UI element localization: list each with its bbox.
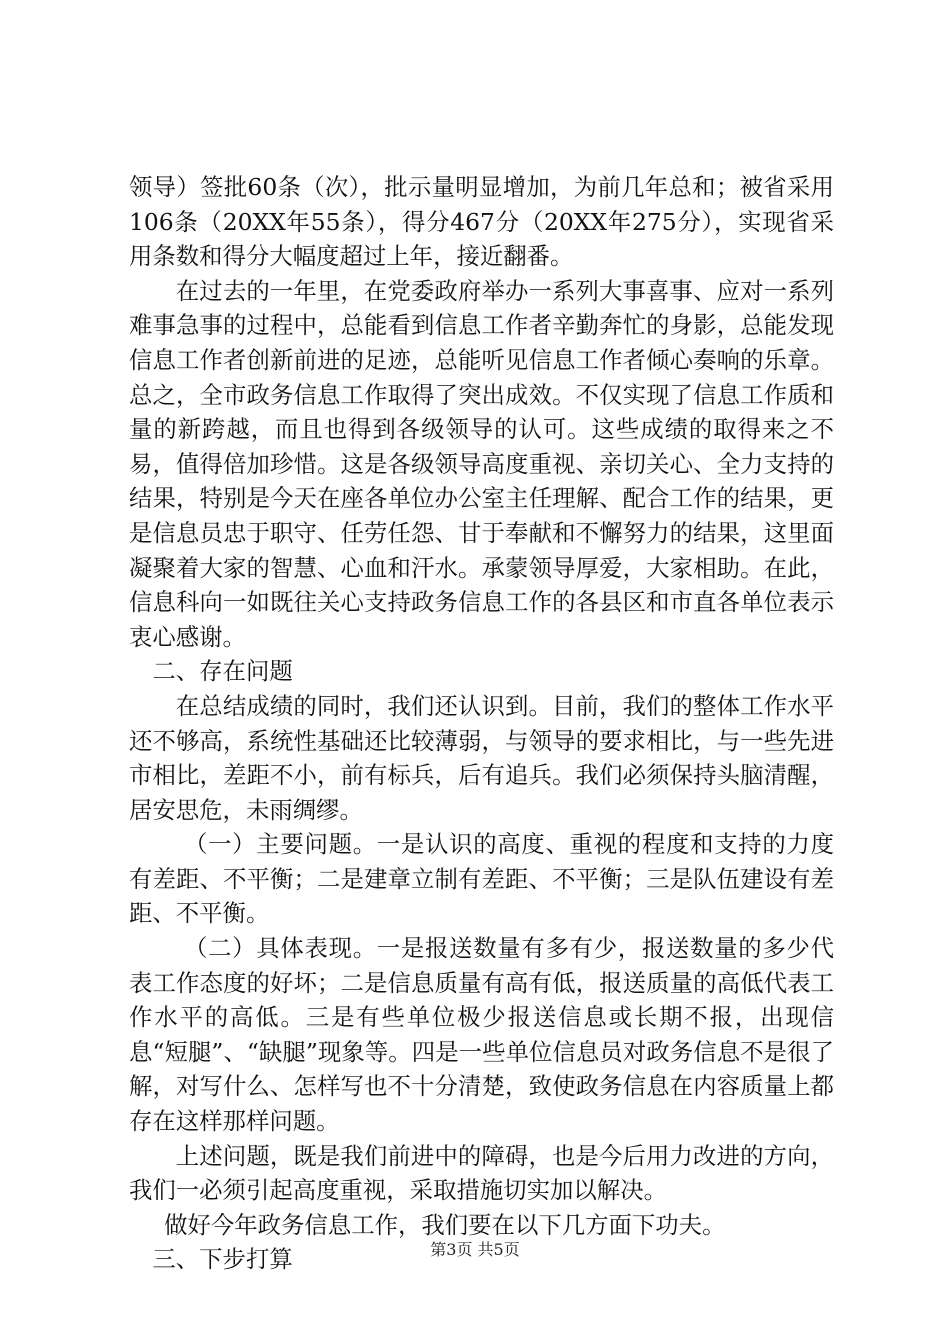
page-footer: 第3页 共5页 — [430, 1240, 520, 1259]
document-body — [129, 170, 834, 1277]
paragraph-main-problems: （一）主要问题。一是认识的高度、重视的程度和支持的力度有差距、不平衡；二是建章立制有差距、不平衡；三是队伍建设有差距、不平衡。 — [129, 830, 834, 928]
section-heading-problems: 二、存在问题 — [152, 657, 293, 686]
section-heading-next-steps: 三、下步打算 — [152, 1245, 293, 1274]
paragraph-problems-intro: 在总结成绩的同时，我们还认识到。目前，我们的整体工作水平还不够高，系统性基础还比较薄弱，与领导的要求相比，与一些先进市相比，差距不小，前有标兵，后有追兵。我们必须保持头脑清醒，居安思危，未雨绸缪。 — [129, 691, 834, 824]
paragraph-transition: 做好今年政务信息工作，我们要在以下几方面下功夫。 — [164, 1210, 726, 1239]
paragraph-achievements: 在过去的一年里，在党委政府举办一系列大事喜事、应对一系列难事急事的过程中，总能看到信息工作者辛勤奔忙的身影，总能发现信息工作者创新前进的足迹，总能听见信息工作者倾心奏响的乐章。总之，全市政务信息工作取得了突出成效。不仅实现了信息工作质和量的新跨越，而且也得到各级领导的认可。这些成绩的取得来之不易，值得倍加珍惜。这是各级领导高度重视、亲切关心、全力支持的结果，特别是今天在座各单位办公室主任理解、配合工作的结果，更是信息员忠于职守、任劳任怨、甘于奉献和不懈努力的结果，这里面凝聚着大家的智慧、心血和汗水。承蒙领导厚爱，大家相助。在此，信息科向一如既往关心支持政务信息工作的各县区和市直各单位表示衷心感谢。 — [129, 276, 834, 651]
paragraph-summary: 上述问题，既是我们前进中的障碍，也是今后用力改进的方向，我们一必须引起高度重视，采取措施切实加以解决。 — [129, 1141, 834, 1205]
paragraph-continuation: 领导）签批60条（次），批示量明显增加，为前几年总和；被省采用106条（20XX年55条），得分467分（20XX年275分），实现省采用条数和得分大幅度超过上年，接近翻番。 — [129, 173, 834, 271]
paragraph-specific-manifestations: （二）具体表现。一是报送数量有多有少，报送数量的多少代表工作态度的好坏；二是信息质量有高有低，报送质量的高低代表工作水平的高低。三是有些单位极少报送信息或长期不报，出现信息“短腿”、“缺腿”现象等。四是一些单位信息员对政务信息不是很了解，对写什么、怎样写也不十分清楚，致使政务信息在内容质量上都存在这样那样问题。 — [129, 934, 834, 1136]
